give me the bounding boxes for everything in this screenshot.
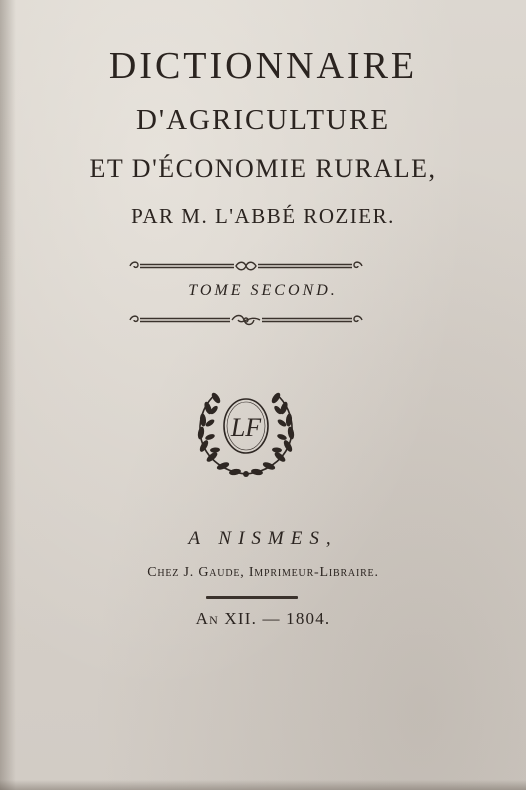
place-line: A NISMES, xyxy=(188,528,338,549)
laurel-wreath-monogram-icon xyxy=(192,388,300,480)
date-line: An XII. — 1804. xyxy=(195,609,331,628)
printer-line: Chez J. Gaude, Imprimeur-Libraire. xyxy=(147,565,379,580)
title-line-2: D'AGRICULTURE xyxy=(135,104,391,136)
title-line-3: ET D'ÉCONOMIE RURALE, xyxy=(89,154,437,183)
title-line-1: DICTIONNAIRE xyxy=(108,45,418,87)
ornament-rule-bottom-icon xyxy=(126,313,366,327)
volume-label: TOME SECOND. xyxy=(188,282,338,299)
monogram-text: LF xyxy=(230,413,262,442)
short-rule-divider xyxy=(206,596,298,599)
ornament-rule-top-icon xyxy=(126,259,366,273)
author-line: PAR M. L'ABBÉ ROZIER. xyxy=(131,204,395,228)
